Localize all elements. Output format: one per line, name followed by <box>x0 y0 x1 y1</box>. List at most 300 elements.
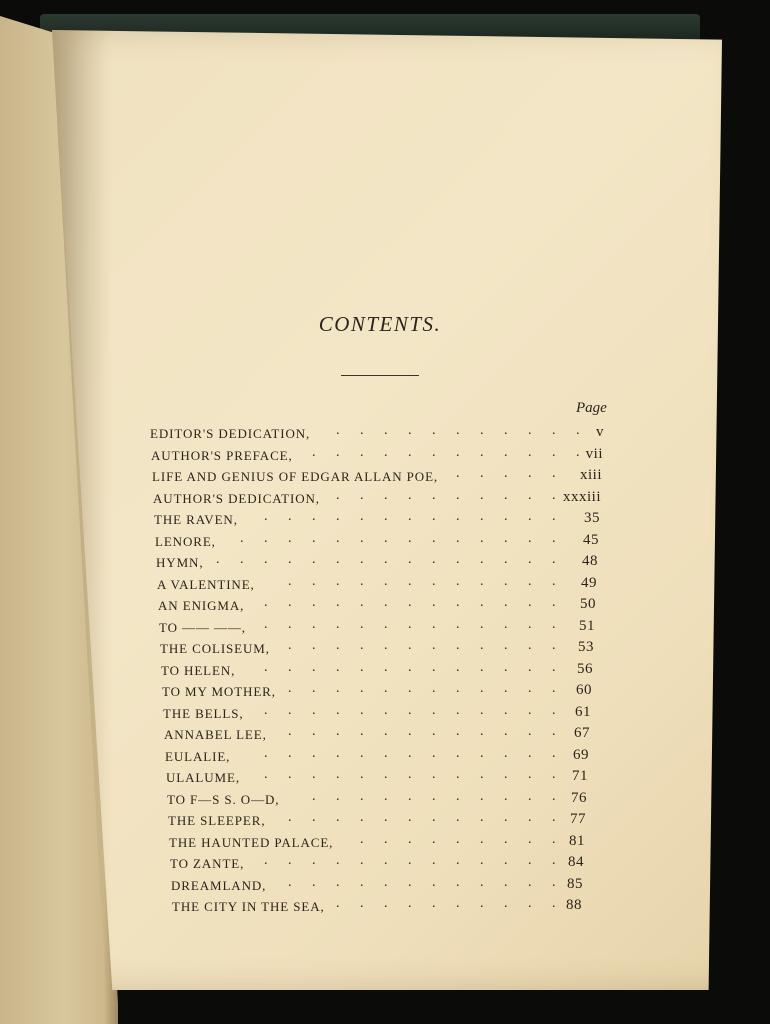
leader-dot: . <box>360 896 366 911</box>
toc-entry-title: THE COLISEUM, <box>160 641 270 656</box>
leader-dot: . <box>480 445 486 460</box>
leader-dot: . <box>408 832 414 847</box>
leader-dot: . <box>528 875 534 890</box>
leader-dot: . <box>528 531 534 546</box>
leader-dot: . <box>384 853 390 868</box>
leader-dot: . <box>336 746 342 761</box>
leader-dot: . <box>360 853 366 868</box>
leader-dot: . <box>312 875 318 890</box>
toc-entry-title: ANNABEL LEE, <box>164 727 267 742</box>
leader-dot: . <box>504 466 510 481</box>
leader-dot: . <box>264 509 270 524</box>
toc-entry <box>171 875 620 898</box>
leader-dot: . <box>216 552 222 567</box>
leader-dot: . <box>264 617 270 632</box>
leader-dot: . <box>336 488 342 503</box>
leader-dot: . <box>312 681 318 696</box>
leader-dot: . <box>312 531 318 546</box>
toc-entry-page: 85 <box>567 876 583 892</box>
toc-entry-page: 84 <box>568 854 584 870</box>
leader-dot: . <box>552 445 558 460</box>
toc-entry-page: 60 <box>576 682 592 698</box>
leader-dot: . <box>504 660 510 675</box>
leader-dot: . <box>552 875 558 890</box>
leader-dot: . <box>360 724 366 739</box>
toc-entry <box>169 832 620 855</box>
leader-dot: . <box>432 660 438 675</box>
leader-dot: . <box>552 574 558 589</box>
leader-dot: . <box>360 595 366 610</box>
leader-dot: . <box>360 681 366 696</box>
leader-dot: . <box>408 552 414 567</box>
leader-dot: . <box>552 724 558 739</box>
leader-dot: . <box>432 896 438 911</box>
leader-dot: . <box>336 681 342 696</box>
toc-entry <box>157 574 620 597</box>
leader-dot: . <box>456 896 462 911</box>
leader-dot: . <box>432 832 438 847</box>
leader-dot: . <box>504 638 510 653</box>
leader-dot: . <box>384 509 390 524</box>
leader-dot: . <box>408 767 414 782</box>
leader-dot: . <box>408 509 414 524</box>
leader-dot: . <box>384 896 390 911</box>
leader-dot: . <box>432 552 438 567</box>
leader-dot: . <box>480 466 486 481</box>
toc-entry-title: EULALIE, <box>165 749 231 764</box>
leader-dot: . <box>432 703 438 718</box>
leader-dot: . <box>528 660 534 675</box>
leader-dot: . <box>408 746 414 761</box>
toc-entry-title: TO MY MOTHER, <box>162 684 276 699</box>
leader-dot: . <box>528 681 534 696</box>
toc-entry-title: A VALENTINE, <box>157 577 255 592</box>
leader-dot: . <box>336 531 342 546</box>
leader-dot: . <box>432 617 438 632</box>
leader-dot: . <box>384 703 390 718</box>
leader-dot: . <box>312 574 318 589</box>
leader-dot: . <box>288 595 294 610</box>
leader-dot: . <box>408 660 414 675</box>
leader-dot: . <box>384 552 390 567</box>
leader-dot: . <box>408 724 414 739</box>
leader-dot: . <box>408 595 414 610</box>
leader-dot: . <box>552 531 558 546</box>
leader-dot: . <box>432 875 438 890</box>
toc-entry <box>166 767 620 790</box>
leader-dot: . <box>504 531 510 546</box>
toc-entry <box>167 789 620 812</box>
leader-dot: . <box>456 509 462 524</box>
toc-entry <box>156 552 620 575</box>
leader-dot: . <box>504 767 510 782</box>
leader-dot: . <box>480 617 486 632</box>
leader-dot: . <box>504 509 510 524</box>
leader-dot: . <box>480 660 486 675</box>
leader-dot: . <box>528 746 534 761</box>
leader-dot: . <box>504 423 510 438</box>
leader-dot: . <box>552 896 558 911</box>
leader-dot: . <box>360 617 366 632</box>
leader-dot: . <box>528 423 534 438</box>
leader-dot: . <box>336 595 342 610</box>
leader-dot: . <box>336 767 342 782</box>
leader-dot: . <box>264 531 270 546</box>
leader-dot: . <box>552 789 558 804</box>
leader-dot: . <box>312 552 318 567</box>
toc-entry-title: LIFE AND GENIUS OF EDGAR ALLAN POE, <box>152 469 439 484</box>
toc-entry-page: xxxiii <box>562 489 601 505</box>
leader-dot: . <box>552 595 558 610</box>
leader-dot: . <box>480 832 486 847</box>
leader-dot: . <box>528 853 534 868</box>
leader-dot: . <box>480 875 486 890</box>
title-rule <box>341 375 419 376</box>
leader-dot: . <box>384 488 390 503</box>
toc-entry <box>163 703 620 726</box>
leader-dot: . <box>408 681 414 696</box>
leader-dot: . <box>576 445 582 460</box>
leader-dot: . <box>360 552 366 567</box>
leader-dot: . <box>528 552 534 567</box>
leader-dot: . <box>360 703 366 718</box>
leader-dot: . <box>336 703 342 718</box>
leader-dot: . <box>336 509 342 524</box>
leader-dot: . <box>336 789 342 804</box>
leader-dot: . <box>360 767 366 782</box>
leader-dot: . <box>528 488 534 503</box>
leader-dot: . <box>552 703 558 718</box>
leader-dot: . <box>288 853 294 868</box>
leader-dot: . <box>312 724 318 739</box>
leader-dot: . <box>552 681 558 696</box>
leader-dot: . <box>528 896 534 911</box>
leader-dot: . <box>552 466 558 481</box>
toc-entry-title: THE CITY IN THE SEA, <box>172 899 325 914</box>
leader-dot: . <box>552 423 558 438</box>
leader-dot: . <box>384 531 390 546</box>
leader-dot: . <box>288 681 294 696</box>
leader-dot: . <box>432 638 438 653</box>
leader-dot: . <box>408 853 414 868</box>
leader-dot: . <box>528 789 534 804</box>
leader-dot: . <box>360 531 366 546</box>
leader-dot: . <box>384 595 390 610</box>
leader-dot: . <box>264 853 270 868</box>
leader-dot: . <box>408 896 414 911</box>
leader-dot: . <box>552 552 558 567</box>
leader-dot: . <box>552 638 558 653</box>
leader-dot: . <box>312 767 318 782</box>
toc-entry <box>152 466 620 489</box>
leader-dot: . <box>528 810 534 825</box>
leader-dot: . <box>552 746 558 761</box>
leader-dot: . <box>480 767 486 782</box>
leader-dot: . <box>264 660 270 675</box>
leader-dot: . <box>264 767 270 782</box>
toc-entry <box>162 681 620 704</box>
leader-dot: . <box>504 832 510 847</box>
leader-dot: . <box>360 875 366 890</box>
leader-dot: . <box>288 552 294 567</box>
leader-dot: . <box>432 810 438 825</box>
leader-dot: . <box>384 681 390 696</box>
leader-dot: . <box>336 875 342 890</box>
page-column-header: Page <box>576 400 607 416</box>
leader-dot: . <box>312 746 318 761</box>
leader-dot: . <box>288 767 294 782</box>
leader-dot: . <box>360 789 366 804</box>
toc-entry <box>155 531 620 554</box>
leader-dot: . <box>480 509 486 524</box>
leader-dot: . <box>504 681 510 696</box>
leader-dot: . <box>312 853 318 868</box>
toc-entry-title: THE SLEEPER, <box>168 813 266 828</box>
leader-dot: . <box>504 595 510 610</box>
leader-dot: . <box>456 810 462 825</box>
toc-entry-page: 88 <box>566 897 582 913</box>
leader-dot: . <box>408 531 414 546</box>
leader-dot: . <box>480 574 486 589</box>
leader-dot: . <box>360 423 366 438</box>
leader-dot: . <box>432 445 438 460</box>
toc-entry-page: 35 <box>584 510 600 526</box>
toc-entry-page: 51 <box>579 618 595 634</box>
leader-dot: . <box>408 574 414 589</box>
leader-dot: . <box>384 746 390 761</box>
toc-entry <box>172 896 620 919</box>
leader-dot: . <box>312 810 318 825</box>
leader-dot: . <box>456 703 462 718</box>
leader-dot: . <box>432 423 438 438</box>
toc-entry <box>153 488 620 511</box>
leader-dot: . <box>408 488 414 503</box>
leader-dot: . <box>480 896 486 911</box>
leader-dot: . <box>432 724 438 739</box>
leader-dot: . <box>528 466 534 481</box>
leader-dot: . <box>528 509 534 524</box>
leader-dot: . <box>288 724 294 739</box>
leader-dot: . <box>360 660 366 675</box>
leader-dot: . <box>384 423 390 438</box>
leader-dot: . <box>480 638 486 653</box>
leader-dot: . <box>288 509 294 524</box>
toc-entry-page: 49 <box>581 575 597 591</box>
leader-dot: . <box>312 445 318 460</box>
toc-entry-page: v <box>596 424 604 440</box>
leader-dot: . <box>408 617 414 632</box>
leader-dot: . <box>384 767 390 782</box>
leader-dot: . <box>504 746 510 761</box>
leader-dot: . <box>576 423 582 438</box>
toc-entry <box>151 445 620 468</box>
leader-dot: . <box>552 832 558 847</box>
leader-dot: . <box>408 445 414 460</box>
toc-entry-title: EDITOR'S DEDICATION, <box>150 426 311 441</box>
toc-entry-page: 77 <box>570 811 586 827</box>
leader-dot: . <box>264 703 270 718</box>
leader-dot: . <box>432 595 438 610</box>
toc-entry-title: DREAMLAND, <box>171 878 267 893</box>
toc-entry-page: 61 <box>575 704 591 720</box>
leader-dot: . <box>504 617 510 632</box>
leader-dot: . <box>504 875 510 890</box>
leader-dot: . <box>288 703 294 718</box>
toc-entry-page: 76 <box>571 790 587 806</box>
leader-dot: . <box>456 660 462 675</box>
leader-dot: . <box>432 767 438 782</box>
leader-dot: . <box>456 488 462 503</box>
leader-dot: . <box>360 832 366 847</box>
leader-dot: . <box>456 638 462 653</box>
leader-dot: . <box>504 703 510 718</box>
leader-dot: . <box>240 552 246 567</box>
toc-entry-title: AUTHOR'S DEDICATION, <box>153 491 320 506</box>
leader-dot: . <box>552 509 558 524</box>
leader-dot: . <box>336 810 342 825</box>
leader-dot: . <box>480 423 486 438</box>
leader-dot: . <box>528 595 534 610</box>
leader-dot: . <box>384 875 390 890</box>
leader-dot: . <box>456 445 462 460</box>
leader-dot: . <box>504 574 510 589</box>
leader-dot: . <box>408 789 414 804</box>
leader-dot: . <box>480 595 486 610</box>
leader-dot: . <box>336 574 342 589</box>
toc-entry-title: TO ZANTE, <box>170 856 245 871</box>
leader-dot: . <box>288 638 294 653</box>
leader-dot: . <box>312 617 318 632</box>
leader-dot: . <box>504 896 510 911</box>
leader-dot: . <box>288 617 294 632</box>
leader-dot: . <box>408 810 414 825</box>
leader-dot: . <box>384 789 390 804</box>
leader-dot: . <box>408 875 414 890</box>
leader-dot: . <box>432 789 438 804</box>
leader-dot: . <box>264 552 270 567</box>
toc-entry-page: 81 <box>569 833 585 849</box>
toc-entry-page: 53 <box>578 639 594 655</box>
leader-dot: . <box>288 875 294 890</box>
leader-dot: . <box>528 574 534 589</box>
leader-dot: . <box>312 595 318 610</box>
leader-dot: . <box>288 660 294 675</box>
leader-dot: . <box>432 509 438 524</box>
leader-dot: . <box>384 832 390 847</box>
leader-dot: . <box>552 767 558 782</box>
leader-dot: . <box>336 445 342 460</box>
toc-entry-title: HYMN, <box>156 555 204 570</box>
leader-dot: . <box>432 746 438 761</box>
toc-entry <box>161 660 620 683</box>
leader-dot: . <box>528 617 534 632</box>
toc-entry <box>158 595 620 618</box>
toc-entry-title: LENORE, <box>155 534 216 549</box>
leader-dot: . <box>408 703 414 718</box>
leader-dot: . <box>336 660 342 675</box>
leader-dot: . <box>552 853 558 868</box>
leader-dot: . <box>336 853 342 868</box>
leader-dot: . <box>456 681 462 696</box>
leader-dot: . <box>432 531 438 546</box>
leader-dot: . <box>312 660 318 675</box>
toc-entry-page: 48 <box>582 553 598 569</box>
leader-dot: . <box>480 789 486 804</box>
leader-dot: . <box>432 853 438 868</box>
leader-dot: . <box>312 789 318 804</box>
toc-entry-title: THE HAUNTED PALACE, <box>169 835 334 850</box>
leader-dot: . <box>360 638 366 653</box>
toc-entry <box>170 853 620 876</box>
leader-dot: . <box>360 746 366 761</box>
leader-dot: . <box>336 724 342 739</box>
toc-entry-title: THE RAVEN, <box>154 512 238 527</box>
leader-dot: . <box>456 617 462 632</box>
leader-dot: . <box>264 746 270 761</box>
leader-dot: . <box>408 638 414 653</box>
toc-entry-title: TO F—S S. O—D, <box>167 792 280 807</box>
leader-dot: . <box>432 681 438 696</box>
leader-dot: . <box>336 638 342 653</box>
leader-dot: . <box>288 746 294 761</box>
leader-dot: . <box>528 767 534 782</box>
toc-entry <box>154 509 620 532</box>
leader-dot: . <box>480 703 486 718</box>
leader-dot: . <box>456 767 462 782</box>
leader-dot: . <box>480 853 486 868</box>
leader-dot: . <box>384 445 390 460</box>
toc-entry-title: THE BELLS, <box>163 706 244 721</box>
leader-dot: . <box>456 423 462 438</box>
leader-dot: . <box>480 552 486 567</box>
toc-entry-title: TO —— ——, <box>159 620 246 635</box>
leader-dot: . <box>456 574 462 589</box>
leader-dot: . <box>480 724 486 739</box>
contents-title: CONTENTS. <box>318 312 442 336</box>
leader-dot: . <box>456 746 462 761</box>
leader-dot: . <box>384 660 390 675</box>
leader-dot: . <box>288 531 294 546</box>
toc-entry-page: vii <box>585 446 603 462</box>
leader-dot: . <box>240 531 246 546</box>
leader-dot: . <box>264 595 270 610</box>
leader-dot: . <box>528 724 534 739</box>
leader-dot: . <box>456 531 462 546</box>
leader-dot: . <box>456 466 462 481</box>
leader-dot: . <box>456 832 462 847</box>
leader-dot: . <box>336 423 342 438</box>
leader-dot: . <box>432 574 438 589</box>
leader-dot: . <box>552 660 558 675</box>
leader-dot: . <box>528 832 534 847</box>
toc-entry-page: 67 <box>574 725 590 741</box>
leader-dot: . <box>480 681 486 696</box>
leader-dot: . <box>480 746 486 761</box>
leader-dot: . <box>480 810 486 825</box>
leader-dot: . <box>384 724 390 739</box>
leader-dot: . <box>384 574 390 589</box>
leader-dot: . <box>504 724 510 739</box>
leader-dot: . <box>432 488 438 503</box>
leader-dot: . <box>384 617 390 632</box>
leader-dot: . <box>528 638 534 653</box>
toc-entry-page: 45 <box>583 532 599 548</box>
leader-dot: . <box>288 574 294 589</box>
toc-entry <box>165 746 620 769</box>
leader-dot: . <box>312 703 318 718</box>
leader-dot: . <box>360 488 366 503</box>
toc-entry <box>160 638 620 661</box>
